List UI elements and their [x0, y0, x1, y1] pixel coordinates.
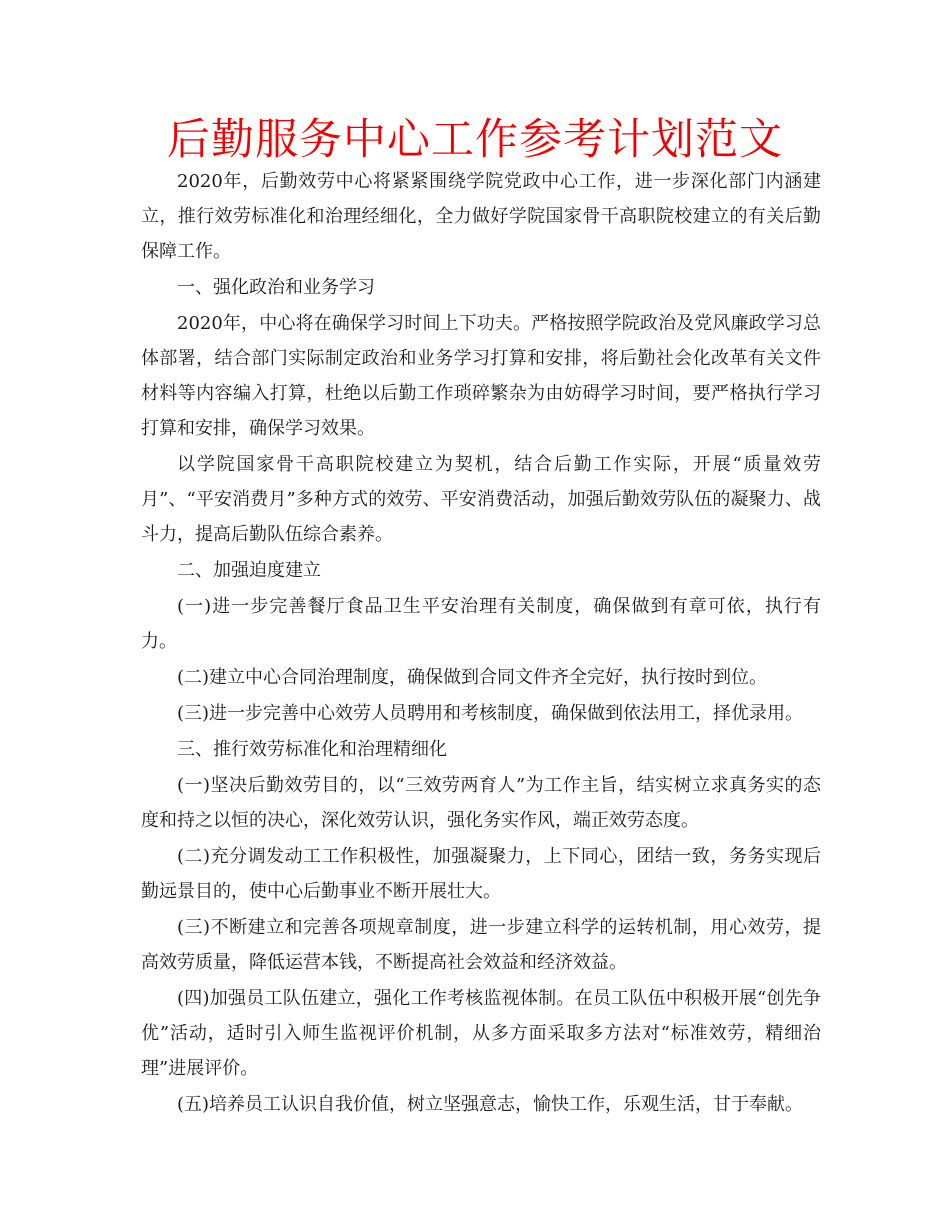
list-item-3-1: (一)坚决后勤效劳目的，以“三效劳两育人”为工作主旨，结实树立求真务实的态度和持之以恒的决心，深化效劳认识，强化务实作风，端正效劳态度。 [141, 775, 821, 831]
list-item-3-5: (五)培养员工认识自我价值，树立坚强意志，愉快工作，乐观生活，甘于奉献。 [177, 1094, 804, 1115]
list-item-2-2: (二)建立中心合同治理制度，确保做到合同文件齐全完好，执行按时到位。 [177, 667, 768, 688]
list-item-3-2: (二)充分调发动工工作积极性，加强凝聚力，上下同心，团结一致，务务实现后勤远景目的，使中心后勤事业不断开展壮大。 [141, 846, 821, 902]
section-heading-3: 三、推行效劳标准化和治理精细化 [177, 739, 447, 760]
document-body [141, 164, 821, 1123]
list-item-2-1: (一)进一步完善餐厅食品卫生平安治理有关制度，确保做到有章可依，执行有力。 [141, 596, 821, 652]
paragraph-activities: 以学院国家骨干高职院校建立为契机，结合后勤工作实际，开展“质量效劳月”、“平安消费月”多种方式的效劳、平安消费活动，加强后勤效劳队伍的凝聚力、战斗力，提高后勤队伍综合素养。 [141, 454, 821, 545]
list-item-3-3: (三)不断建立和完善各项规章制度，进一步建立科学的运转机制，用心效劳，提高效劳质量，降低运营本钱，不断提高社会效益和经济效益。 [141, 917, 821, 973]
list-item-3-4: (四)加强员工队伍建立，强化工作考核监视体制。在员工队伍中积极开展“创先争优”活动，适时引入师生监视评价机制，从多方面采取多方法对“标准效劳，精细治理”进展评价。 [141, 988, 821, 1079]
document-title: 后勤服务中心工作参考计划范文 [167, 115, 783, 165]
section-heading-2: 二、加强迫度建立 [177, 560, 321, 581]
paragraph-intro: 2020年，后勤效劳中心将紧紧围绕学院党政中心工作，进一步深化部门内涵建立，推行效劳标准化和治理经细化，全力做好学院国家骨干高职院校建立的有关后勤保障工作。 [141, 171, 821, 262]
section-heading-1: 一、强化政治和业务学习 [177, 277, 375, 298]
paragraph-study-plan: 2020年，中心将在确保学习时间上下功夫。严格按照学院政治及党风廉政学习总体部署，结合部门实际制定政治和业务学习打算和安排，将后勤社会化改革有关文件材料等内容编入打算，杜绝以后勤工作琐碎繁杂为由妨碍学习时间，要严格执行学习打算和安排，确保学习效果。 [141, 313, 821, 439]
list-item-2-3: (三)进一步完善中心效劳人员聘用和考核制度，确保做到依法用工，择优录用。 [177, 703, 804, 724]
